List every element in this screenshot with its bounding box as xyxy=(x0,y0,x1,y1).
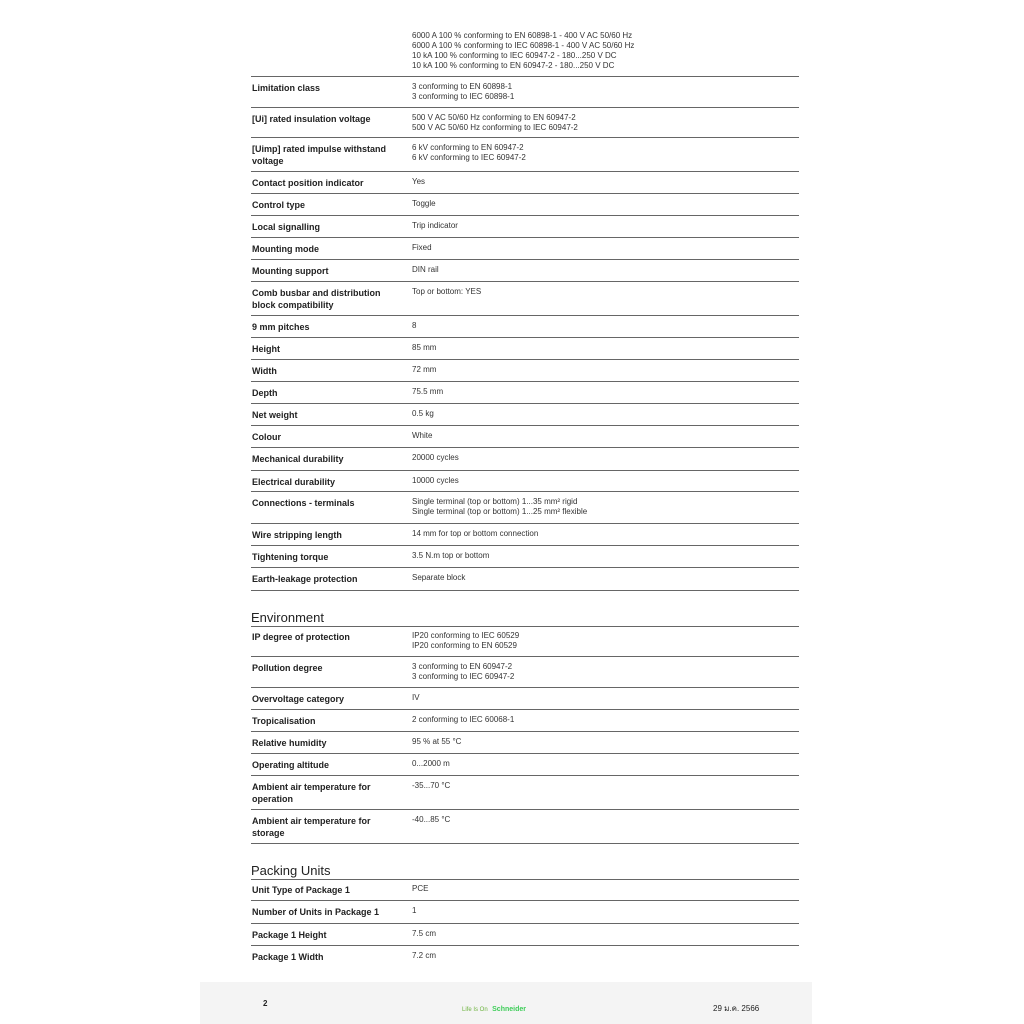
spec-value: 2 conforming to IEC 60068-1 xyxy=(412,715,515,724)
row-divider xyxy=(251,626,799,627)
spec-label: Pollution degree xyxy=(252,663,323,673)
row-divider xyxy=(251,107,799,108)
spec-value: Toggle xyxy=(412,199,436,208)
spec-label: Width xyxy=(252,366,277,376)
spec-label: Local signalling xyxy=(252,222,321,232)
spec-label: Electrical durability xyxy=(252,477,336,487)
row-divider xyxy=(251,590,799,591)
spec-value: -40...85 °C xyxy=(412,815,451,824)
spec-value: 10000 cycles xyxy=(412,476,459,485)
print-date: 29 ม.ค. 2566 xyxy=(713,1004,760,1013)
row-divider xyxy=(251,945,799,946)
spec-value: Trip indicator xyxy=(412,221,458,230)
breaking-capacity-values xyxy=(412,31,634,71)
brand-logo xyxy=(462,998,526,1012)
spec-value: Single terminal (top or bottom) 1...35 mm² rigid xyxy=(412,497,578,506)
spec-value: Top or bottom: YES xyxy=(412,287,482,296)
row-divider xyxy=(251,315,799,316)
page-number: 2 xyxy=(263,999,268,1008)
value-line: 6000 A 100 % conforming to EN 60898-1 - 400 V AC 50/60 Hz xyxy=(412,31,633,40)
row-divider xyxy=(251,215,799,216)
value-line: 6000 A 100 % conforming to IEC 60898-1 - 400 V AC 50/60 Hz xyxy=(412,41,635,50)
spec-value: IV xyxy=(412,693,420,702)
spec-label: Colour xyxy=(252,432,281,442)
spec-value: 1 xyxy=(412,906,417,915)
spec-label: Package 1 Height xyxy=(252,930,327,940)
spec-value: 85 mm xyxy=(412,343,437,352)
spec-value: Separate block xyxy=(412,573,466,582)
page-footer xyxy=(200,982,812,1024)
row-divider xyxy=(251,237,799,238)
spec-label: Tropicalisation xyxy=(252,716,316,726)
spec-label: Mounting support xyxy=(252,266,329,276)
row-divider xyxy=(251,259,799,260)
spec-value: 7.5 cm xyxy=(412,929,437,938)
spec-label: Connections - terminals xyxy=(252,498,355,508)
spec-label: Ambient air temperature for storage xyxy=(252,816,371,838)
spec-label: Wire stripping length xyxy=(252,530,342,540)
spec-label: [Ui] rated insulation voltage xyxy=(252,114,371,124)
spec-label: Ambient air temperature for operation xyxy=(252,782,371,804)
spec-label: Mounting mode xyxy=(252,244,319,254)
spec-label: IP degree of protection xyxy=(252,632,350,642)
spec-value: 7.2 cm xyxy=(412,951,437,960)
row-divider xyxy=(251,281,799,282)
spec-value: IP20 conforming to EN 60529 xyxy=(412,641,517,650)
spec-label: Tightening torque xyxy=(252,552,329,562)
row-divider xyxy=(251,447,799,448)
spec-value: DIN rail xyxy=(412,265,439,274)
spec-label: Net weight xyxy=(252,410,298,420)
spec-value: 500 V AC 50/60 Hz conforming to IEC 60947-2 xyxy=(412,123,578,132)
spec-label: Operating altitude xyxy=(252,760,330,770)
row-divider xyxy=(251,403,799,404)
row-divider xyxy=(251,381,799,382)
spec-label: [Uimp] rated impulse withstand voltage xyxy=(252,144,387,166)
logo-brand: Schneider xyxy=(492,1006,526,1013)
row-divider xyxy=(251,709,799,710)
spec-value: Fixed xyxy=(412,243,432,252)
spec-value: 500 V AC 50/60 Hz conforming to EN 60947-2 xyxy=(412,113,576,122)
row-divider xyxy=(251,137,799,138)
spec-value: 0.5 kg xyxy=(412,409,434,418)
spec-label: Overvoltage category xyxy=(252,694,345,704)
spec-value: 6 kV conforming to EN 60947-2 xyxy=(412,143,524,152)
row-divider xyxy=(251,753,799,754)
spec-label: Comb busbar and distribution block compatibility xyxy=(252,288,381,310)
row-divider xyxy=(251,545,799,546)
row-divider xyxy=(251,900,799,901)
spec-label: Earth-leakage protection xyxy=(252,574,358,584)
row-divider xyxy=(251,425,799,426)
spec-value: -35...70 °C xyxy=(412,781,451,790)
spec-value: 72 mm xyxy=(412,365,437,374)
row-divider xyxy=(251,809,799,810)
row-divider xyxy=(251,843,799,844)
logo-tagline: Life Is On xyxy=(462,1007,488,1013)
section-title-packing: Packing Units xyxy=(251,863,331,878)
spec-label: Package 1 Width xyxy=(252,952,324,962)
spec-value: 6 kV conforming to IEC 60947-2 xyxy=(412,153,526,162)
spec-label: 9 mm pitches xyxy=(252,322,310,332)
spec-value: IP20 conforming to IEC 60529 xyxy=(412,631,520,640)
spec-label: Number of Units in Package 1 xyxy=(252,907,380,917)
spec-value: 14 mm for top or bottom connection xyxy=(412,529,539,538)
row-divider xyxy=(251,879,799,880)
row-divider xyxy=(251,359,799,360)
spec-label: Relative humidity xyxy=(252,738,327,748)
spec-label: Limitation class xyxy=(252,83,321,93)
spec-value: 3 conforming to IEC 60898-1 xyxy=(412,92,515,101)
row-divider xyxy=(251,193,799,194)
spec-value: 95 % at 55 °C xyxy=(412,737,462,746)
spec-value: 0...2000 m xyxy=(412,759,450,768)
spec-label: Height xyxy=(252,344,280,354)
spec-label: Contact position indicator xyxy=(252,178,364,188)
row-divider xyxy=(251,523,799,524)
spec-label: Depth xyxy=(252,388,278,398)
spec-value: White xyxy=(412,431,433,440)
row-divider xyxy=(251,731,799,732)
section-title-environment: Environment xyxy=(251,610,324,625)
spec-value: PCE xyxy=(412,884,429,893)
row-divider xyxy=(251,923,799,924)
spec-value: 3.5 N.m top or bottom xyxy=(412,551,490,560)
row-divider xyxy=(251,470,799,471)
spec-value: 75.5 mm xyxy=(412,387,444,396)
row-divider xyxy=(251,171,799,172)
spec-label: Control type xyxy=(252,200,305,210)
spec-label: Unit Type of Package 1 xyxy=(252,885,350,895)
spec-value: 3 conforming to EN 60947-2 xyxy=(412,662,513,671)
row-divider xyxy=(251,567,799,568)
row-divider xyxy=(251,687,799,688)
row-divider xyxy=(251,775,799,776)
spec-value: Yes xyxy=(412,177,426,186)
row-divider xyxy=(251,76,799,77)
spec-value: Single terminal (top or bottom) 1...25 mm² flexible xyxy=(412,507,588,516)
value-line: 10 kA 100 % conforming to EN 60947-2 - 180...250 V DC xyxy=(412,61,615,70)
row-divider xyxy=(251,491,799,492)
spec-value: 3 conforming to IEC 60947-2 xyxy=(412,672,515,681)
row-divider xyxy=(251,656,799,657)
spec-value: 8 xyxy=(412,321,417,330)
value-line: 10 kA 100 % conforming to IEC 60947-2 - 180...250 V DC xyxy=(412,51,617,60)
spec-value: 20000 cycles xyxy=(412,453,459,462)
row-divider xyxy=(251,337,799,338)
spec-value: 3 conforming to EN 60898-1 xyxy=(412,82,513,91)
spec-label: Mechanical durability xyxy=(252,454,344,464)
